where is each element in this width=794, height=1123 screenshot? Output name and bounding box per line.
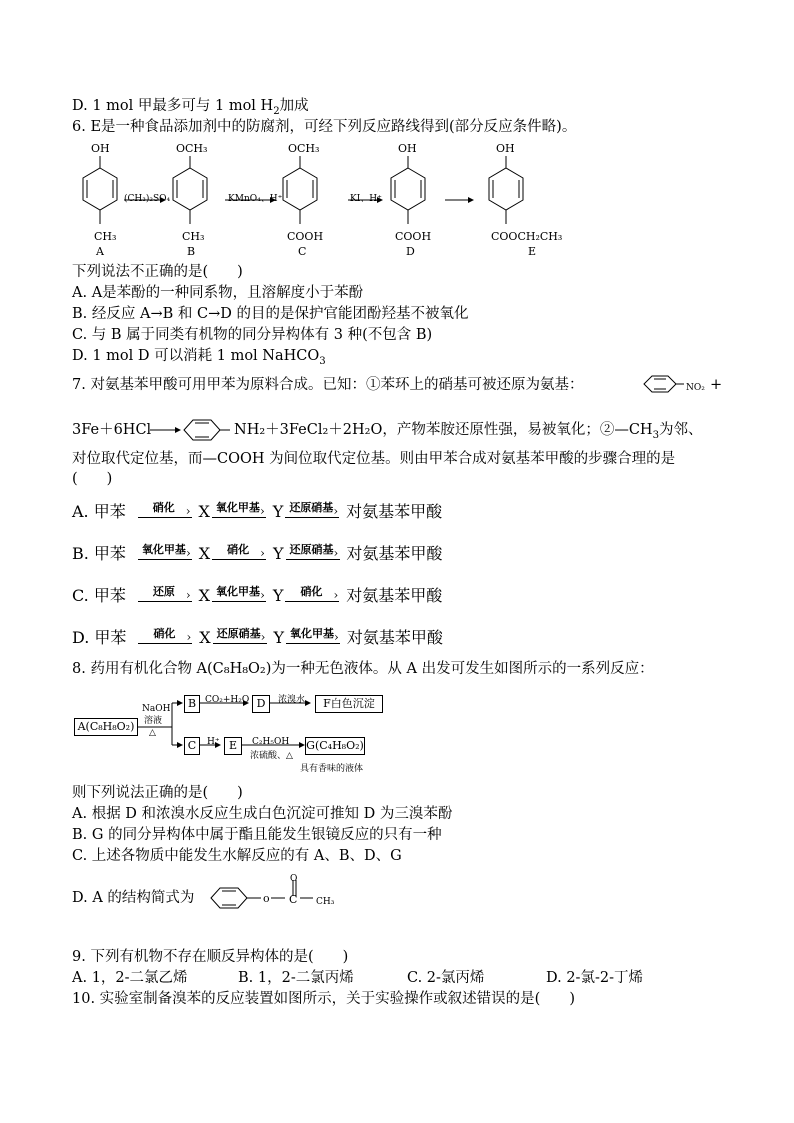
q8-box-f: F白色沉淀 — [315, 695, 383, 713]
q8-note: 具有香味的液体 — [300, 764, 364, 774]
q6-question: 下列说法不正确的是( ) — [72, 264, 243, 280]
q7-option-row — [72, 629, 443, 650]
arrow-head-icon: › — [260, 546, 265, 560]
q7-step-2: 氧化甲基 — [212, 583, 266, 602]
q9-stem: 9. 下列有机物不存在顺反异构体的是( ) — [72, 949, 349, 965]
q6-a-name: A — [96, 245, 104, 258]
arrow-head-icon: › — [260, 630, 266, 644]
q6-a-bot: CH₃ — [94, 230, 117, 243]
q7-option-prefix: A. 甲苯 — [72, 502, 126, 521]
q6-ring-b — [173, 156, 207, 224]
q9-option-d: D. 2-氯-2-丁烯 — [546, 970, 643, 986]
q8-stem: 8. 药用有机化合物 A(C₈H₈O₂)为一种无色液体。从 A 出发可发生如图所示的一系列反应： — [72, 661, 654, 677]
q8-co2: CO₂+H₂O — [205, 695, 250, 705]
q8-struct-o: o — [263, 892, 270, 905]
q8-box-d: D — [252, 695, 270, 713]
arrow-head-icon: › — [333, 504, 339, 518]
q7-step-1: 硝化 — [138, 625, 192, 644]
q8-rongye: 溶液 — [144, 716, 163, 726]
q6-ring-c — [283, 156, 317, 224]
q6-reagent-3: KI、H⁺ — [350, 194, 382, 204]
q7-step-3: 还原硝基 — [286, 541, 340, 560]
q7-plus: + — [710, 377, 723, 393]
q6-option-b: B. 经反应 A→B 和 C→D 的目的是保护官能团酚羟基不被氧化 — [72, 306, 469, 322]
q8-bromine-water: 浓溴水 — [278, 695, 306, 705]
q8-condition: 浓硫酸、△ — [250, 751, 293, 761]
q7-intermediate-y: Y — [272, 544, 284, 563]
arrow-head-icon: › — [185, 504, 191, 518]
q7-step-2: 还原硝基 — [213, 625, 267, 644]
q6-d-top: OH — [398, 142, 417, 155]
q6-c-bot: COOH — [287, 230, 324, 243]
arrow-head-icon: › — [333, 546, 339, 560]
q7-step-1: 硝化 — [138, 499, 192, 518]
q7-step-3: 还原硝基 — [285, 499, 339, 518]
arrow-head-icon: › — [186, 630, 192, 644]
q6-stem: 6. E是一种食品添加剂中的防腐剂，可经下列反应路线得到(部分反应条件略)。 — [72, 119, 577, 135]
q7-step-3: 氧化甲基 — [286, 625, 340, 644]
q8-struct-ch3: CH₃ — [316, 897, 335, 907]
q8-struct-c: C — [289, 893, 298, 906]
q10-stem: 10. 实验室制备溴苯的反应装置如图所示，关于实验操作或叙述错误的是( ) — [72, 991, 575, 1007]
q6-e-top: OH — [496, 142, 515, 155]
q7-step-1: 还原 — [138, 583, 192, 602]
q7-intermediate-x: X — [199, 628, 211, 647]
q7-option-target: 对氨基苯甲酸 — [346, 502, 443, 521]
q6-b-top: OCH₃ — [176, 142, 208, 155]
q7-step-2: 氧化甲基 — [212, 499, 266, 518]
q6-ring-e — [489, 156, 523, 224]
q9-option-a: A. 1，2-二氯乙烯 — [72, 970, 188, 986]
q6-b-bot: CH₃ — [182, 230, 205, 243]
q7-step-3: 硝化 — [285, 583, 339, 602]
q7-line-4: ( ) — [72, 471, 113, 487]
arrow-head-icon: › — [185, 546, 191, 560]
q6-a-top: OH — [91, 142, 110, 155]
arrow-head-icon: › — [260, 588, 265, 602]
q8-naoh: NaOH — [142, 704, 171, 714]
q7-option-row — [72, 545, 442, 566]
q6-reagent-1: (CH₃)₂SO₄ — [124, 194, 171, 204]
q5-option-d: D. 1 mol 甲最多可与 1 mol $H_2$加成 — [72, 98, 309, 117]
q8-question: 则下列说法正确的是( ) — [72, 785, 243, 801]
q8-struct-carbonyl-o: O — [290, 874, 298, 884]
q6-option-c: C. 与 B 属于同类有机物的同分异构体有 3 种(不包含 B) — [72, 327, 433, 343]
q8-option-b: B. G 的同分异构体中属于酯且能发生银镜反应的只有一种 — [72, 827, 442, 843]
arrow-head-icon: › — [185, 588, 191, 602]
q7-option-target: 对氨基苯甲酸 — [346, 586, 443, 605]
q7-no2: NO₂ — [686, 383, 705, 393]
q7-intermediate-x: X — [198, 586, 211, 605]
q9-option-c: C. 2-氯丙烯 — [407, 970, 485, 986]
q7-option-target: 对氨基苯甲酸 — [346, 628, 443, 647]
q8-ethanol: C₂H₅OH — [252, 737, 290, 747]
q7-step-2: 硝化 — [212, 541, 266, 560]
arrow-head-icon: › — [333, 588, 339, 602]
q6-d-name: D — [406, 245, 415, 258]
q7-line-1: 7. 对氨基苯甲酸可用甲苯为原料合成。已知：①苯环上的硝基可被还原为氨基： — [72, 377, 584, 393]
q6-ring-a — [83, 156, 117, 224]
q6-c-top: OCH₃ — [288, 142, 320, 155]
q7-line-2-end: NH₂＋3FeCl₂＋2H₂O，产物苯胺还原性强，易被氧化；$②—CH_3$为邻、 — [234, 422, 703, 441]
q8-delta: △ — [149, 728, 156, 738]
q7-option-row — [72, 503, 442, 524]
q8-option-a: A. 根据 D 和浓溴水反应生成白色沉淀可推知 D 为三溴苯酚 — [72, 806, 453, 822]
q8-option-c: C. 上述各物质中能发生水解反应的有 A、B、D、G — [72, 848, 402, 864]
q6-option-d: D. 1 mol D 可以消耗 1 mol NaHCO$_3$ — [72, 348, 326, 367]
q8-option-d: D. A 的结构简式为 — [72, 890, 195, 906]
q6-option-a: A. A是苯酚的一种同系物，且溶解度小于苯酚 — [72, 285, 364, 301]
q7-option-prefix: D. 甲苯 — [72, 628, 127, 647]
q8-box-c: C — [184, 737, 200, 755]
q8-box-g: G(C₄H₈O₂) — [305, 737, 365, 755]
q6-e-name: E — [528, 245, 537, 258]
q7-intermediate-x: X — [198, 502, 210, 521]
q7-intermediate-x: X — [198, 544, 211, 563]
q7-intermediate-y: Y — [273, 628, 285, 647]
q8-h-plus: H⁺ — [207, 737, 220, 747]
q6-e-bot: COOCH₂CH₃ — [491, 230, 563, 243]
arrow-head-icon: › — [259, 504, 265, 518]
q8-box-e: E — [224, 737, 242, 755]
arrow-head-icon: › — [334, 630, 339, 644]
q7-intermediate-y: Y — [272, 586, 284, 605]
q7-intermediate-y: Y — [272, 502, 284, 521]
q7-option-prefix: B. 甲苯 — [72, 544, 126, 563]
q7-step-1: 氧化甲基 — [138, 541, 192, 560]
q6-b-name: B — [187, 245, 196, 258]
q7-line-3: 对位取代定位基，而—COOH 为间位取代定位基。则由甲苯合成对氨基苯甲酸的步骤合理的是 — [72, 451, 676, 467]
q6-c-name: C — [298, 245, 307, 258]
q9-option-b: B. 1，2-二氯丙烯 — [238, 970, 354, 986]
q6-ring-d — [391, 156, 425, 224]
q8-box-b: B — [184, 695, 200, 713]
q7-line-2-start: 3Fe＋6HCl — [72, 422, 152, 438]
q6-reagent-2: KMnO₄、H⁺ — [228, 194, 283, 204]
q8-box-a: A(C₈H₈O₂) — [74, 718, 138, 736]
q6-d-bot: COOH — [395, 230, 432, 243]
q7-option-target: 对氨基苯甲酸 — [346, 544, 443, 563]
q7-option-row — [72, 587, 442, 608]
q7-option-prefix: C. 甲苯 — [72, 586, 126, 605]
